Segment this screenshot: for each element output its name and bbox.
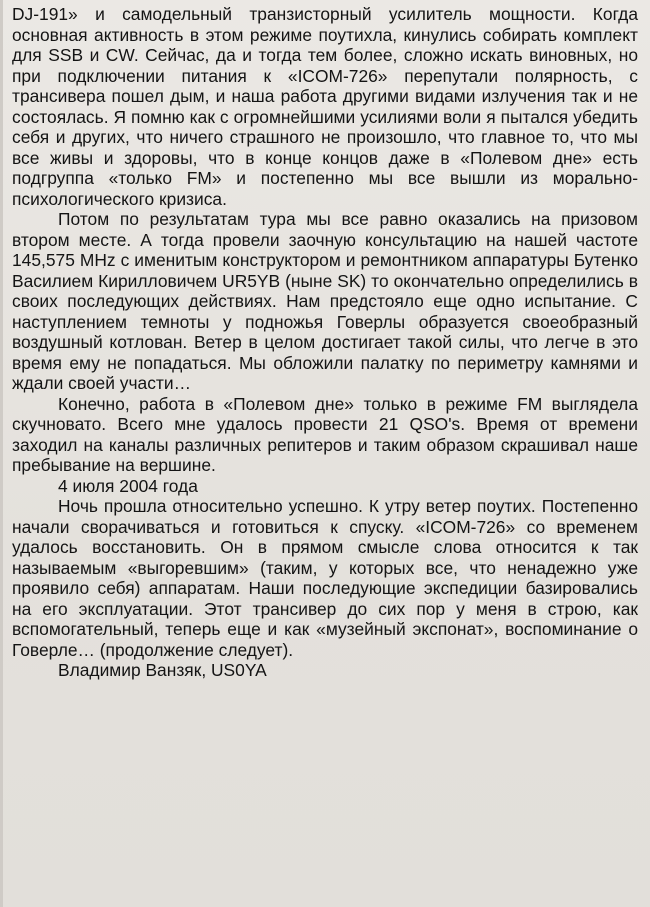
- paragraph-2: Потом по результатам тура мы все равно оказались на призовом втором месте. А тогда провели заочную консультацию на нашей частоте 145,575 MHz с именитым конструктором и ремонтником аппаратуры Бутенко Василием Кирилловичем UR5YB (ныне SK) то окончательно определились в своих последующих действиях. Нам предстояло еще одно испытание. С наступлением темноты у подножья Говерлы образуется своеобразный воздушный котлован. Ветер в целом достигает такой силы, что легче в это время ему не попадаться. Мы обложили палатку по периметру камнями и ждали своей участи…: [12, 209, 638, 393]
- paragraph-1: DJ-191» и самодельный транзисторный усилитель мощности. Когда основная активность в этом режиме поутихла, кинулись собирать комплект для SSB и CW. Сейчас, да и тогда тем более, сложно искать виновных, но при подключении питания к «ICOM-726» перепутали полярность, с трансивера пошел дым, и наша работа другими видами излучения так и не состоялась. Я помню как с огромнейшими усилиями воли я пытался убедить себя и других, что ничего страшного не произошло, что главное то, что мы все живы и здоровы, что в конце концов даже в «Полевом дне» есть подгруппа «только FM» и постепенно мы все вышли из морально-психологического кризиса.: [12, 4, 638, 209]
- page-edge: [0, 0, 3, 907]
- author-signature: Владимир Ванзяк, US0YA: [58, 660, 267, 680]
- paragraph-4: Ночь прошла относительно успешно. К утру ветер поутих. Постепенно начали сворачиваться и готовиться к спуску. «ICOM-726» со временем удалось восстановить. Он в прямом смысле слова относится к так называемым «выгоревшим» (таким, у которых все, что ненадежно уже проявило себя) аппаратам. Наши последующие экспедиции базировались на его эксплуатации. Этот трансивер до сих пор у меня в строю, как вспомогательный, теперь еще и как «музейный экспонат», воспоминание о Говерле… (продолжение следует).: [12, 496, 638, 660]
- paragraph-3: Конечно, работа в «Полевом дне» только в режиме FM выглядела скучновато. Всего мне удалось провести 21 QSO's. Время от времени заходил на каналы различных репитеров и таким образом скрашивал наше пребывание на вершине.: [12, 393, 638, 475]
- article-body: [12, 4, 638, 681]
- article-date: 4 июля 2004 года: [58, 475, 198, 496]
